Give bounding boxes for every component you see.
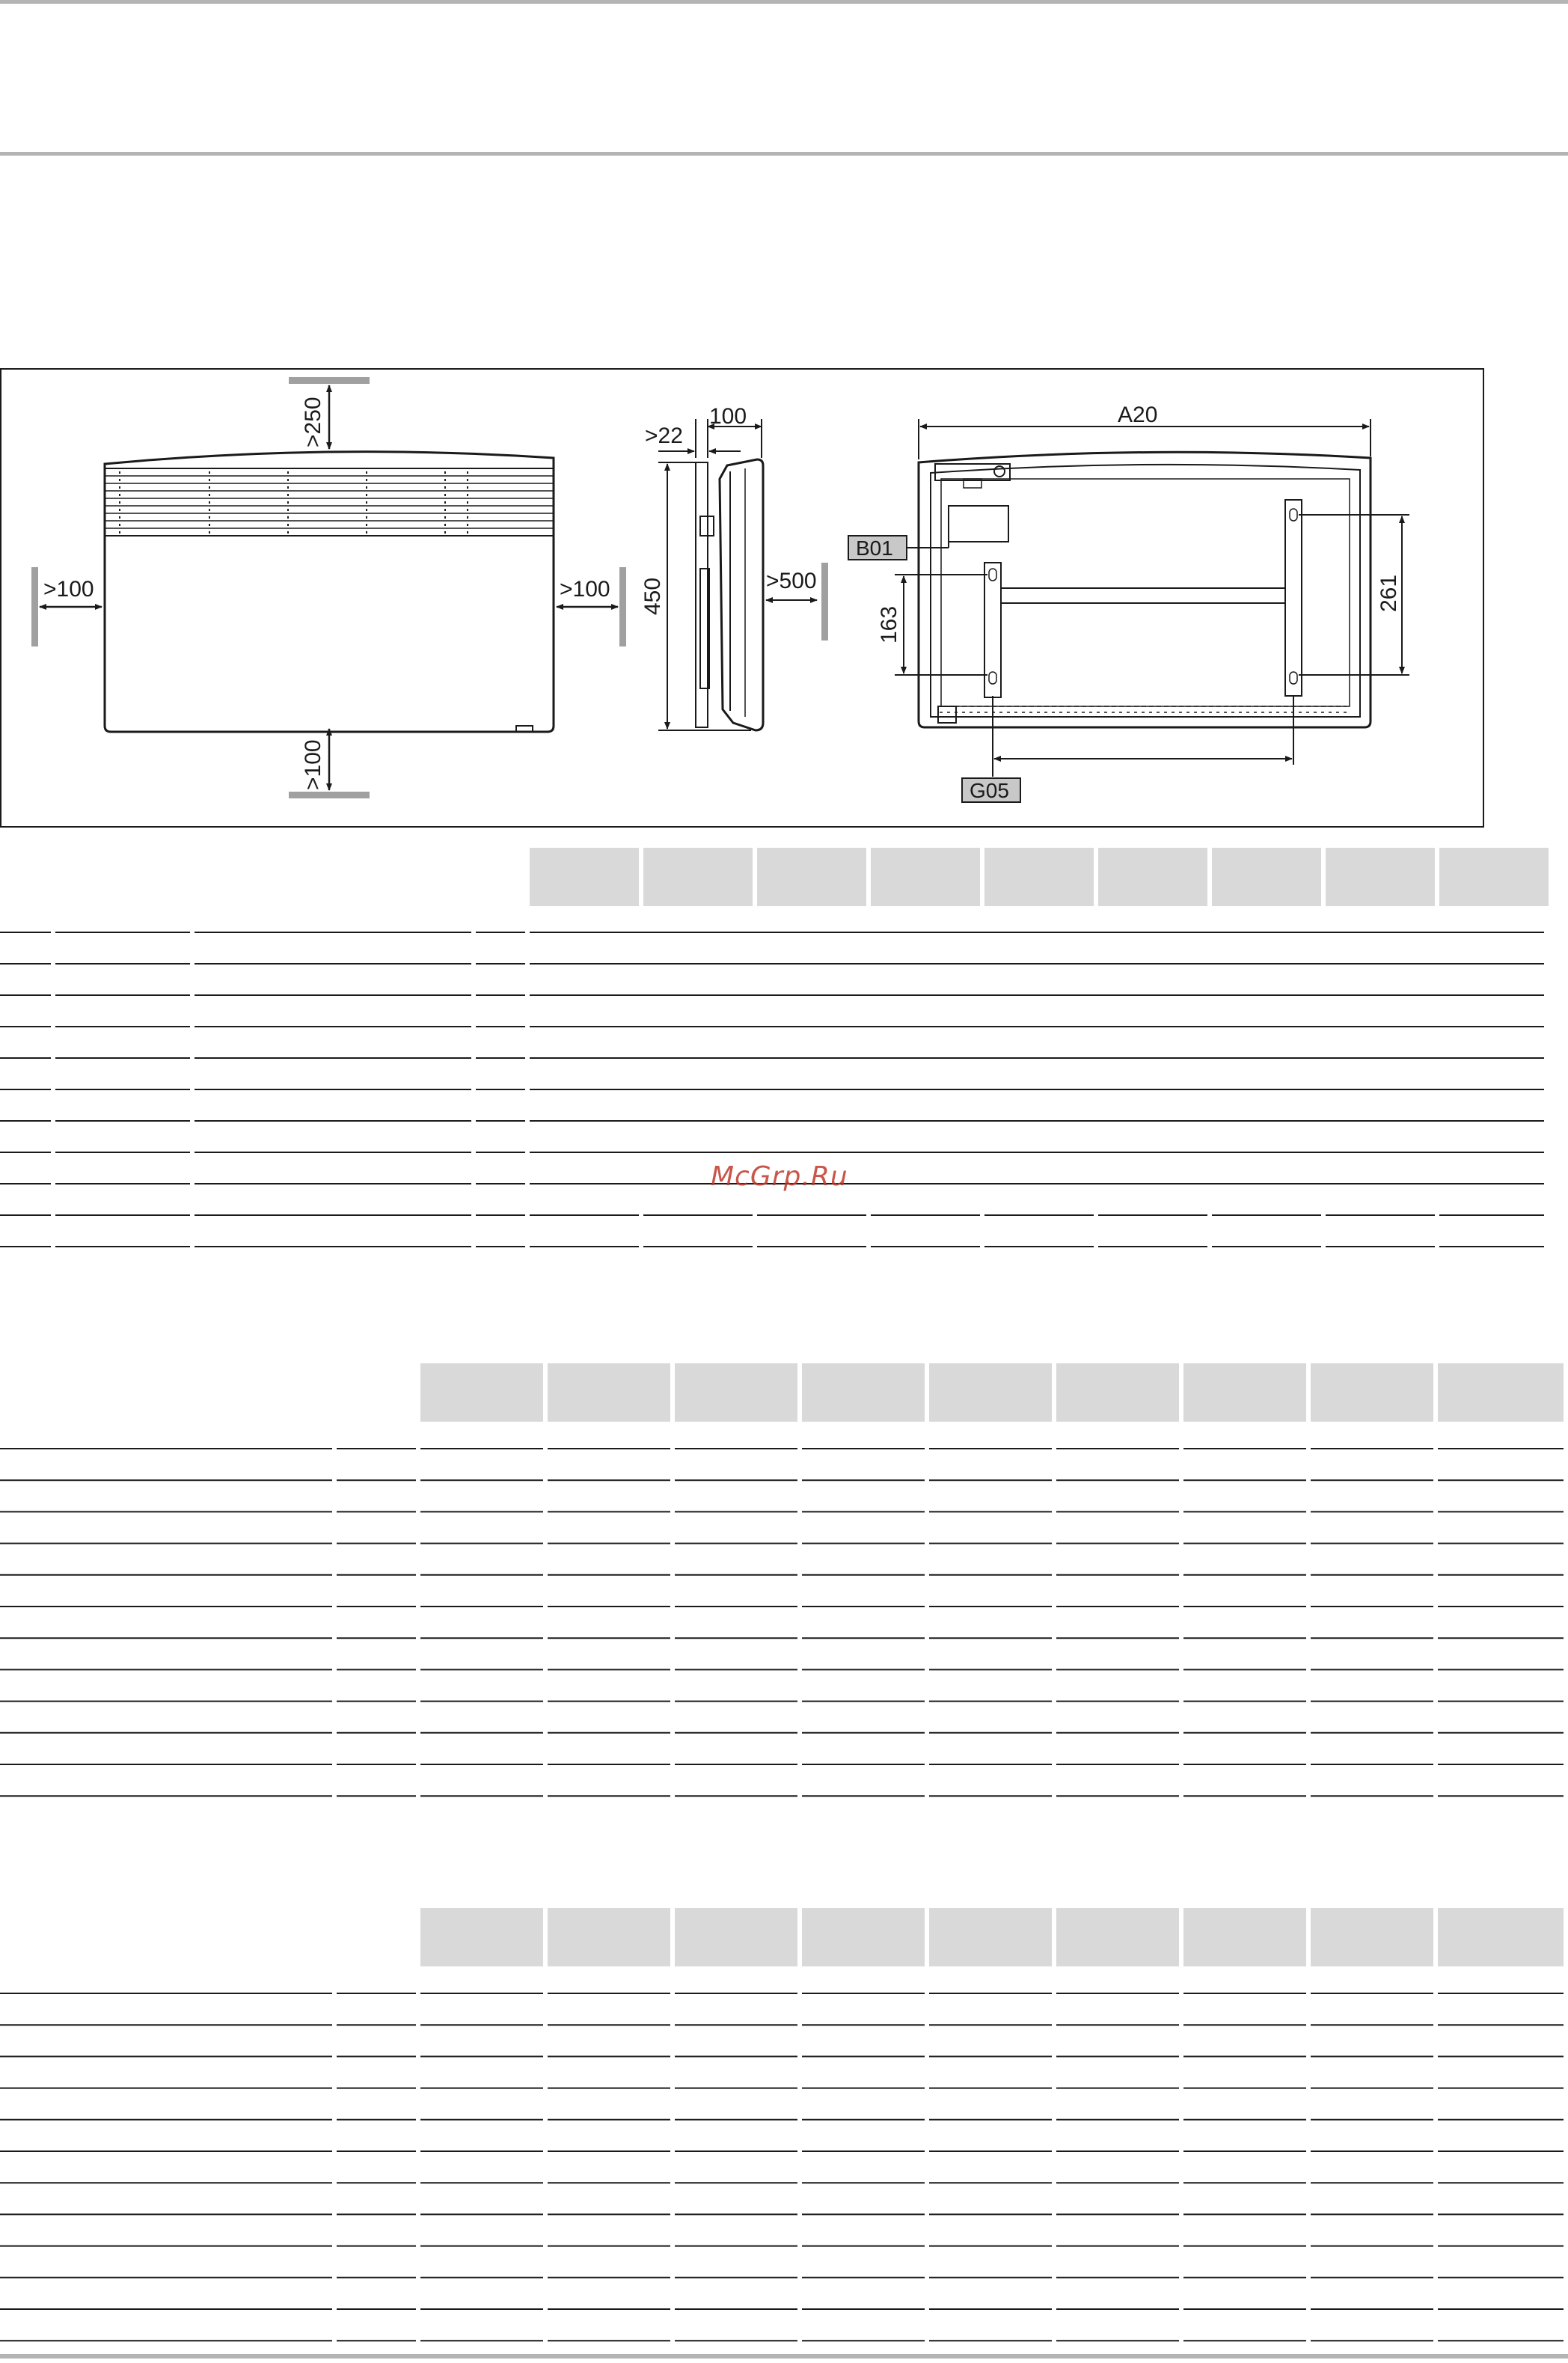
table3-header-cells <box>420 1908 1564 1966</box>
heater-back-body <box>919 452 1371 727</box>
right-bracket <box>1285 500 1302 696</box>
label-clearance-bottom: >100 <box>301 739 325 790</box>
label-front-clearance: >500 <box>766 569 817 593</box>
front-clearance-arrows <box>40 385 618 790</box>
label-clearance-right: >100 <box>560 577 610 602</box>
grille-dividers <box>120 471 468 534</box>
table2-header-cells <box>420 1363 1564 1422</box>
technical-drawing <box>0 0 1568 831</box>
inner-back-panel <box>941 479 1350 706</box>
front-view <box>105 452 554 732</box>
wall-top <box>289 377 370 384</box>
label-width: A20 <box>1118 403 1158 427</box>
table1-row-lines-left <box>0 932 1544 1184</box>
label-bracket-height: 261 <box>1376 574 1401 612</box>
table1-rows <box>0 932 1544 1247</box>
table1-header-cells <box>530 848 1549 906</box>
wall-left <box>31 567 38 646</box>
bottom-rule <box>0 2354 1568 2359</box>
back-bottom-foot <box>938 706 956 723</box>
back-control-module <box>949 506 1008 542</box>
label-wall-gap: >22 <box>645 424 683 448</box>
label-height: 450 <box>640 577 665 615</box>
grille-lines <box>105 476 554 528</box>
wall-front-side <box>821 563 828 641</box>
side-view <box>696 459 763 730</box>
table1-row-lines-split <box>0 1215 1544 1247</box>
heater-side-profile <box>720 459 763 730</box>
table3-row-lines <box>0 1993 1564 2341</box>
heater-grille <box>105 468 554 536</box>
label-clearance-top: >250 <box>301 397 325 447</box>
back-dimensions <box>895 419 1409 777</box>
label-depth: 100 <box>709 404 747 429</box>
wall-bottom <box>289 792 370 798</box>
callout-b01 <box>848 536 907 560</box>
heater-front-body <box>105 452 554 732</box>
watermark: McGrp.Ru <box>711 1161 848 1192</box>
wall-right <box>619 567 626 646</box>
callout-g05-label: G05 <box>970 779 1009 802</box>
callout-b01-label: B01 <box>856 537 893 560</box>
label-clearance-left: >100 <box>43 577 94 602</box>
callout-g05 <box>962 778 1020 802</box>
table2-row-lines <box>0 1449 1564 1796</box>
label-bracket-offset: 163 <box>877 605 901 644</box>
wall-bracket-side <box>696 462 708 727</box>
left-bracket <box>984 563 1001 697</box>
back-view <box>919 452 1371 727</box>
